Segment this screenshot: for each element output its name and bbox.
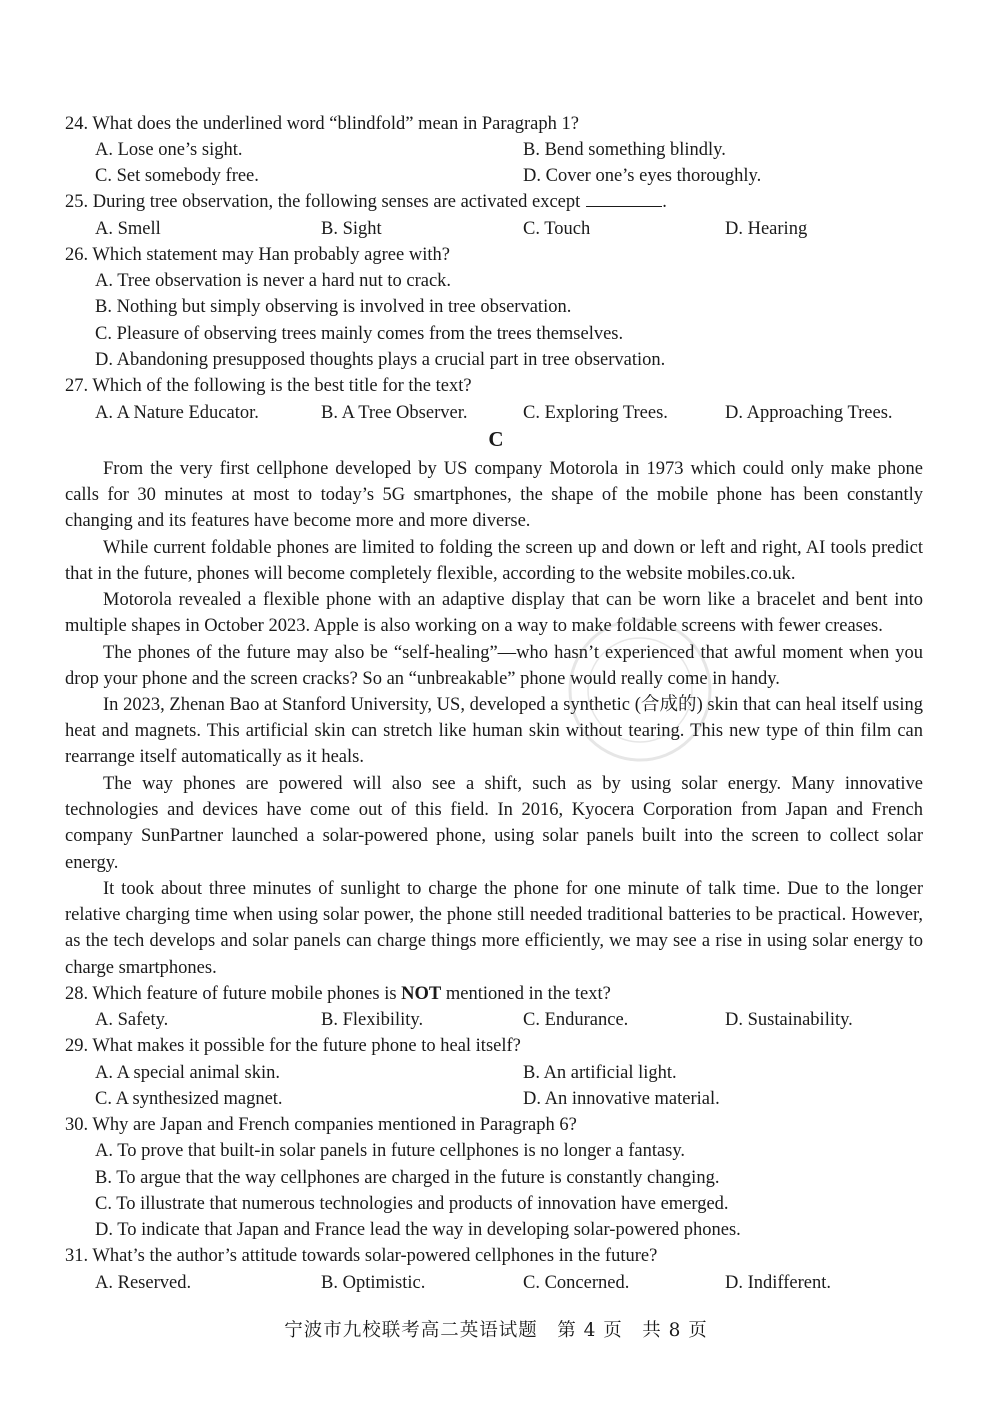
question-31-option-a: A. Reserved. xyxy=(95,1273,192,1293)
section-heading: C xyxy=(488,427,504,451)
question-27-option-a: A. A Nature Educator. xyxy=(95,403,259,423)
question-26-option-d: D. Abandoning presupposed thoughts plays a crucial part in tree observation. xyxy=(95,350,666,370)
passage-paragraph-2: While current foldable phones are limited to folding the screen up and down or left and right, AI tools predict that in the future, phones will become completely flexible, according to the website mobiles.co.uk. xyxy=(65,538,923,585)
question-30-option-d: D. To indicate that Japan and France lead the way in developing solar-powered phones. xyxy=(95,1220,741,1240)
question-24-option-c: C. Set somebody free. xyxy=(95,166,259,186)
question-28-stem-post: mentioned in the text? xyxy=(441,984,611,1004)
question-27-option-d: D. Approaching Trees. xyxy=(725,403,893,423)
question-31-stem: 31. What’s the author’s attitude towards solar-powered cellphones in the future? xyxy=(65,1246,658,1266)
page-footer: 宁波市九校联考高二英语试题 第 4 页 共 8 页 xyxy=(284,1320,708,1341)
question-25-stem: 25. During tree observation, the following senses are activated except xyxy=(65,192,581,212)
question-29-option-b: B. An artificial light. xyxy=(523,1063,677,1083)
question-31-option-d: D. Indifferent. xyxy=(725,1273,831,1293)
question-31-option-b: B. Optimistic. xyxy=(321,1273,426,1293)
question-28-option-d: D. Sustainability. xyxy=(725,1010,853,1030)
question-25-option-c: C. Touch xyxy=(523,219,591,239)
question-26-option-c: C. Pleasure of observing trees mainly comes from the trees themselves. xyxy=(95,324,624,344)
question-28-option-b: B. Flexibility. xyxy=(321,1010,424,1030)
question-28-stem-emphasis: NOT xyxy=(401,984,442,1004)
question-26-option-b: B. Nothing but simply observing is involved in tree observation. xyxy=(95,297,572,317)
question-27-option-c: C. Exploring Trees. xyxy=(523,403,668,423)
question-28-stem xyxy=(65,981,611,1007)
answer-blank xyxy=(586,189,662,207)
passage-paragraph-6: The way phones are powered will also see a shift, such as by using solar energy. Many innovative technologies and devices have come out of this field. In 2016, Kyocera Corporation from Japan and French company SunPartner launched a solar-powered phone, using solar panels built into the screen to collect solar energy. xyxy=(65,774,923,873)
question-29-option-d: D. An innovative material. xyxy=(523,1089,720,1109)
watermark-stamp xyxy=(560,610,720,770)
question-30-option-c: C. To illustrate that numerous technologies and products of innovation have emerged. xyxy=(95,1194,729,1214)
question-30-stem: 30. Why are Japan and French companies mentioned in Paragraph 6? xyxy=(65,1115,577,1135)
question-28-option-a: A. Safety. xyxy=(95,1010,169,1030)
question-31-option-c: C. Concerned. xyxy=(523,1273,630,1293)
question-29-option-a: A. A special animal skin. xyxy=(95,1063,280,1083)
passage-paragraph-7: It took about three minutes of sunlight to charge the phone for one minute of talk time. Due to the longer relative charging time when using solar power, the phone still needed traditional batteries to be practical. However, as the tech develops and solar panels can charge things more efficiently, we may see a rise in using solar energy to charge smartphones. xyxy=(65,879,923,978)
question-25-option-b: B. Sight xyxy=(321,219,382,239)
question-24-option-b: B. Bend something blindly. xyxy=(523,140,726,160)
question-29-stem: 29. What makes it possible for the future phone to heal itself? xyxy=(65,1036,521,1056)
passage-paragraph-1: From the very first cellphone developed by US company Motorola in 1973 which could only make phone calls for 30 minutes at most to today’s 5G smartphones, the shape of the mobile phone has been constantly changing and its features have become more and more diverse. xyxy=(65,459,923,532)
question-30-option-a: A. To prove that built-in solar panels in future cellphones is no longer a fantasy. xyxy=(95,1141,686,1161)
question-25-stem-line xyxy=(65,189,667,215)
question-27-stem: 27. Which of the following is the best title for the text? xyxy=(65,376,472,396)
question-25-option-d: D. Hearing xyxy=(725,219,808,239)
question-26-stem: 26. Which statement may Han probably agree with? xyxy=(65,245,450,265)
passage-paragraph-3: Motorola revealed a flexible phone with an adaptive display that can be worn like a bracelet and bent into multiple shapes in October 2023. Apple is also working on a way to make foldable screens with fewer creases. xyxy=(65,590,923,637)
question-26-option-a: A. Tree observation is never a hard nut to crack. xyxy=(95,271,452,291)
passage-paragraph-4: The phones of the future may also be “self-healing”—who hasn’t experienced that awful moment when you drop your phone and the screen cracks? So an “unbreakable” phone would really come in handy. xyxy=(65,643,923,690)
question-24-stem: 24. What does the underlined word “blindfold” mean in Paragraph 1? xyxy=(65,114,579,134)
question-28-stem-pre: 28. Which feature of future mobile phones is xyxy=(65,984,402,1004)
question-30-option-b: B. To argue that the way cellphones are charged in the future is constantly changing. xyxy=(95,1168,720,1188)
question-24-option-a: A. Lose one’s sight. xyxy=(95,140,243,160)
question-24-option-d: D. Cover one’s eyes thoroughly. xyxy=(523,166,762,186)
question-25-stem-end: . xyxy=(662,192,667,212)
question-25-option-a: A. Smell xyxy=(95,219,161,239)
question-28-option-c: C. Endurance. xyxy=(523,1010,629,1030)
passage-paragraph-5: In 2023, Zhenan Bao at Stanford University, US, developed a synthetic (合成的) skin that can heal itself using heat and magnets. This artificial skin can stretch like human skin without tearing. This new type of thin film can rearrange itself automatically as it heals. xyxy=(65,695,923,768)
question-29-option-c: C. A synthesized magnet. xyxy=(95,1089,283,1109)
question-27-option-b: B. A Tree Observer. xyxy=(321,403,468,423)
